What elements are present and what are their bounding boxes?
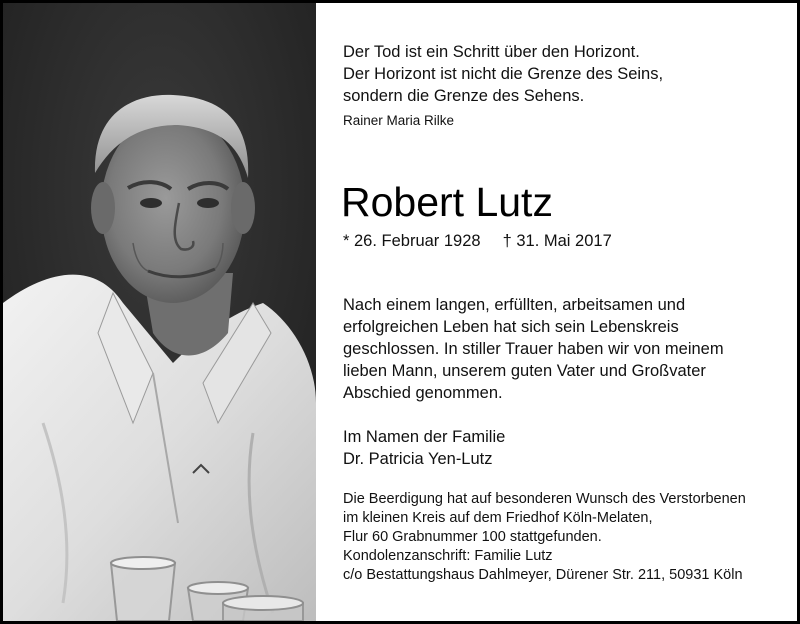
message-line: Nach einem langen, erfüllten, arbeitsamen und [343, 296, 686, 314]
details-line: im kleinen Kreis auf dem Friedhof Köln-Melaten, [343, 510, 653, 526]
details-line: Die Beerdigung hat auf besonderen Wunsch des Verstorbenen [343, 491, 746, 507]
death-date: † 31. Mai 2017 [502, 232, 612, 250]
quote-line: Der Horizont ist nicht die Grenze des Seins, [343, 65, 664, 83]
details-line: Flur 60 Grabnummer 100 stattgefunden. [343, 529, 602, 545]
life-dates [343, 232, 612, 251]
quote-author: Rainer Maria Rilke [343, 113, 455, 128]
message-line: geschlossen. In stiller Trauer haben wir von meinem [343, 340, 724, 358]
message-line: erfolgreichen Leben hat sich sein Lebenskreis [343, 318, 679, 336]
condolence-message [343, 294, 724, 404]
quote-line: Der Tod ist ein Schritt über den Horizont. [343, 43, 640, 61]
signature-line: Dr. Patricia Yen-Lutz [343, 450, 493, 468]
birth-date: * 26. Februar 1928 [343, 232, 481, 250]
portrait-photo [3, 3, 316, 621]
family-signature [343, 426, 505, 470]
funeral-details [343, 490, 746, 585]
details-line: Kondolenzanschrift: Familie Lutz [343, 548, 553, 564]
portrait-illustration [3, 3, 316, 621]
message-line: lieben Mann, unserem guten Vater und Großvater [343, 362, 706, 380]
deceased-name: Robert Lutz [341, 179, 553, 225]
details-line: c/o Bestattungshaus Dahlmeyer, Dürener Str. 211, 50931 Köln [343, 567, 743, 583]
signature-line: Im Namen der Familie [343, 428, 506, 446]
message-line: Abschied genommen. [343, 384, 503, 402]
quote-line: sondern die Grenze des Sehens. [343, 87, 585, 105]
rilke-quote [343, 41, 663, 107]
